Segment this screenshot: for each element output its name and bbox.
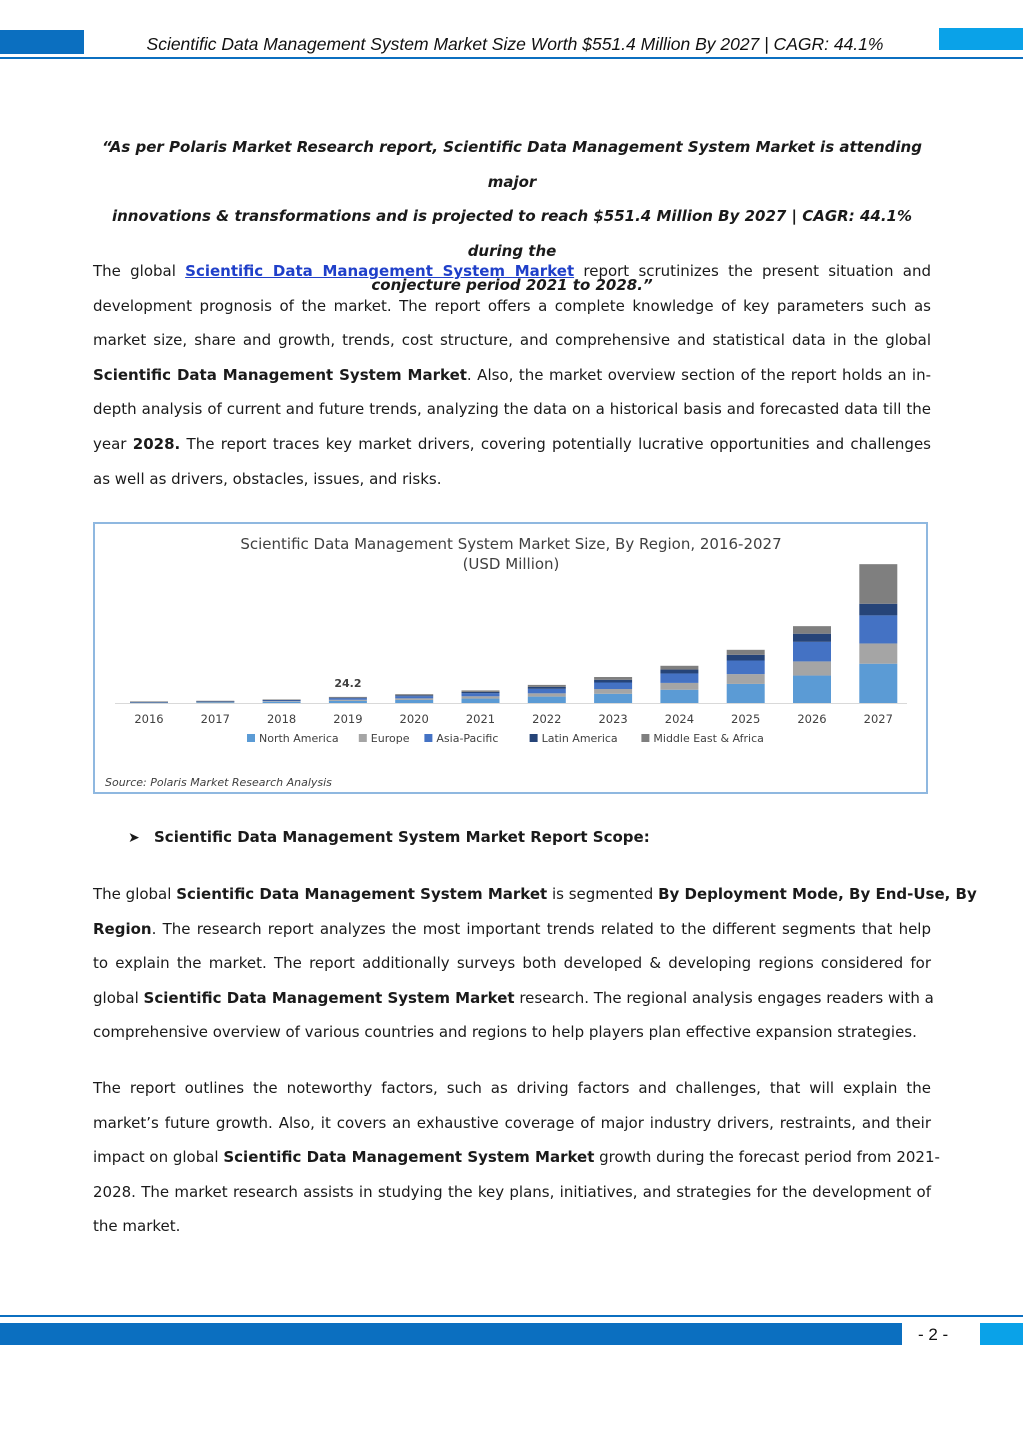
bar-segment: [329, 701, 367, 703]
bar-segment: [727, 650, 765, 655]
bar-segment: [462, 699, 500, 703]
bar-segment: [462, 690, 500, 692]
text: is segmented: [547, 885, 659, 903]
page-number: - 2 -: [918, 1325, 949, 1344]
bar-segment: [528, 689, 566, 694]
market-report-link[interactable]: Scientific Data Management System Market: [185, 262, 575, 280]
legend-entry: [247, 732, 339, 745]
bar-segment: [528, 693, 566, 696]
chart-source: Source: Polaris Market Research Analysis: [105, 776, 332, 789]
scope-heading-text: Scientific Data Management System Market Report Scope:: [154, 828, 650, 846]
bar-segment: [859, 564, 897, 604]
market-size-chart: [93, 522, 928, 794]
bar-segment: [793, 676, 831, 703]
bar-segment: [130, 701, 168, 702]
legend-entry: [359, 732, 410, 745]
bar-segment: [594, 680, 632, 683]
x-tick-label: 2020: [399, 712, 429, 726]
text: growth during the forecast period from 2021-: [594, 1148, 940, 1167]
paragraph-line: [93, 1140, 940, 1175]
text: . Also, the market overview section of the report holds an in-: [466, 365, 931, 384]
chart-canvas: [95, 524, 926, 792]
bar-segment: [594, 677, 632, 680]
text: impact on global: [93, 1148, 224, 1167]
bar-segment: [660, 673, 698, 682]
paragraph-line: as well as drivers, obstacles, issues, and risks.: [93, 469, 442, 488]
text: The global: [93, 885, 177, 903]
legend-label: North America: [259, 732, 339, 745]
bar-segment: [727, 674, 765, 684]
legend-label: Latin America: [541, 732, 618, 745]
text: report scrutinizes the present situation and: [574, 262, 931, 280]
legend-swatch: [641, 734, 649, 742]
bold-text: By Deployment Mode, By End-Use, By: [658, 885, 977, 903]
bar-segment: [395, 696, 433, 698]
bar-segment: [196, 702, 234, 703]
outline-paragraph: [93, 1071, 940, 1244]
chart-title: Scientific Data Management System Market Size, By Region, 2016-2027: [240, 535, 782, 553]
x-tick-label: 2027: [863, 712, 893, 726]
bar-segment: [528, 685, 566, 687]
text: research. The regional analysis engages readers with a: [514, 988, 934, 1007]
chart-legend: [247, 732, 764, 745]
bar-segment: [727, 684, 765, 703]
data-label: 24.2: [334, 676, 362, 690]
x-tick-label: 2021: [465, 712, 496, 726]
text: year: [93, 434, 133, 453]
quote-line: “As per Polaris Market Research report, Scientific Data Management System Market is attending major: [102, 138, 922, 191]
x-tick-label: 2018: [266, 712, 297, 726]
legend-label: Asia-Pacific: [436, 732, 499, 745]
bar-segment: [727, 655, 765, 661]
bar-segment: [793, 661, 831, 675]
bar-segment: [329, 697, 367, 698]
bar-segment: [793, 634, 831, 642]
bar-segment: [395, 698, 433, 700]
paragraph-line: the market.: [93, 1217, 181, 1236]
footer-bar: [0, 1323, 902, 1345]
paragraph-line: [93, 981, 934, 1016]
bar-segment: [594, 694, 632, 703]
bold-text: Scientific Data Management System Market: [176, 885, 548, 903]
text: The global: [93, 262, 186, 280]
bar-segment: [859, 604, 897, 616]
footer-accent-right: [980, 1323, 1023, 1345]
bar-segment: [859, 643, 897, 663]
bar-segment: [660, 670, 698, 674]
legend-label: Europe: [370, 732, 410, 745]
text: . The research report analyzes the most important trends related to the different segments that help: [151, 919, 931, 938]
header-accent-left: [0, 30, 84, 54]
bar-segment: [462, 693, 500, 696]
legend-entry: [424, 732, 498, 745]
x-tick-label: 2022: [532, 712, 562, 726]
bar-segment: [528, 697, 566, 703]
bar-segment: [859, 664, 897, 703]
chart-bars: [115, 564, 907, 703]
paragraph-line: comprehensive overview of various countries and regions to help players plan effective expansion strategies.: [93, 1023, 917, 1042]
bar-segment: [660, 666, 698, 670]
header-rule: [0, 57, 1023, 59]
scope-paragraph: [93, 877, 977, 1050]
bar-segment: [727, 660, 765, 674]
x-tick-label: 2025: [731, 712, 761, 726]
x-tick-label: 2017: [200, 712, 230, 726]
bar-segment: [395, 700, 433, 703]
arrow-bullet-icon: ➤: [128, 830, 140, 846]
paragraph-line: [93, 254, 931, 289]
bar-segment: [594, 683, 632, 690]
x-tick-label: 2016: [134, 712, 164, 726]
header-accent-right: [939, 28, 1023, 50]
bar-segment: [462, 692, 500, 693]
x-tick-label: 2023: [598, 712, 628, 726]
bar-segment: [462, 696, 500, 698]
quote-line: conjecture period 2021 to 2028.”: [371, 276, 653, 295]
paragraph-line: market size, share and growth, trends, cost structure, and comprehensive and statistical data in the global: [93, 331, 931, 350]
bold-text: Scientific Data Management System Market: [143, 988, 515, 1007]
paragraph-line: to explain the market. The report additionally surveys both developed & developing regions considered for: [93, 954, 931, 973]
bar-segment: [329, 698, 367, 699]
bar-segment: [594, 689, 632, 694]
bar-segment: [395, 694, 433, 695]
paragraph-line: [93, 358, 931, 393]
chart-x-ticks: [134, 712, 893, 726]
scope-heading: [128, 828, 650, 846]
bold-text: 2028.: [132, 434, 181, 453]
chart-subtitle: (USD Million): [462, 555, 560, 573]
bold-text: Scientific Data Management System Market: [223, 1148, 595, 1167]
bar-segment: [196, 701, 234, 702]
x-tick-label: 2024: [664, 712, 695, 726]
bar-segment: [263, 701, 301, 702]
intro-paragraph: [93, 254, 931, 496]
bold-text: Region: [93, 919, 152, 938]
quote-line: innovations & transformations and is projected to reach $551.4 Million By 2027 | CAGR: 44.1% during the: [111, 207, 912, 260]
bar-segment: [329, 698, 367, 699]
bar-segment: [528, 687, 566, 689]
legend-swatch: [424, 734, 432, 742]
paragraph-line: [93, 427, 931, 462]
legend-entry: [530, 732, 618, 745]
bar-segment: [395, 695, 433, 696]
paragraph-line: development prognosis of the market. The report offers a complete knowledge of key parameters such as: [93, 296, 931, 315]
bar-segment: [263, 699, 301, 700]
footer-rule: [0, 1315, 1023, 1317]
bar-segment: [329, 700, 367, 701]
paragraph-line: market’s future growth. Also, it covers an exhaustive coverage of major industry drivers, restraints, and their: [93, 1113, 931, 1132]
paragraph-line: 2028. The market research assists in studying the key plans, initiatives, and strategies for the development of: [93, 1182, 931, 1201]
legend-swatch: [359, 734, 367, 742]
paragraph-line: The report outlines the noteworthy factors, such as driving factors and challenges, that will explain the: [93, 1079, 931, 1097]
header-title: Scientific Data Management System Market Size Worth $551.4 Million By 2027 | CAGR: 44.1%: [146, 34, 884, 54]
paragraph-line: [93, 877, 977, 912]
text: global: [93, 988, 144, 1007]
legend-label: Middle East & Africa: [653, 732, 764, 745]
text: The report traces key market drivers, covering potentially lucrative opportunities and challenges: [180, 434, 932, 453]
bar-segment: [793, 626, 831, 634]
paragraph-line: [93, 912, 931, 947]
bar-segment: [793, 642, 831, 662]
bar-segment: [660, 690, 698, 703]
legend-entry: [641, 732, 764, 745]
bar-segment: [263, 702, 301, 703]
paragraph-line: depth analysis of current and future trends, analyzing the data on a historical basis and forecasted data till the: [93, 400, 931, 419]
legend-swatch: [530, 734, 538, 742]
legend-swatch: [247, 734, 255, 742]
bar-segment: [859, 615, 897, 643]
x-tick-label: 2019: [333, 712, 363, 726]
bold-text: Scientific Data Management System Market: [93, 365, 467, 384]
x-tick-label: 2026: [797, 712, 827, 726]
bar-segment: [660, 683, 698, 690]
